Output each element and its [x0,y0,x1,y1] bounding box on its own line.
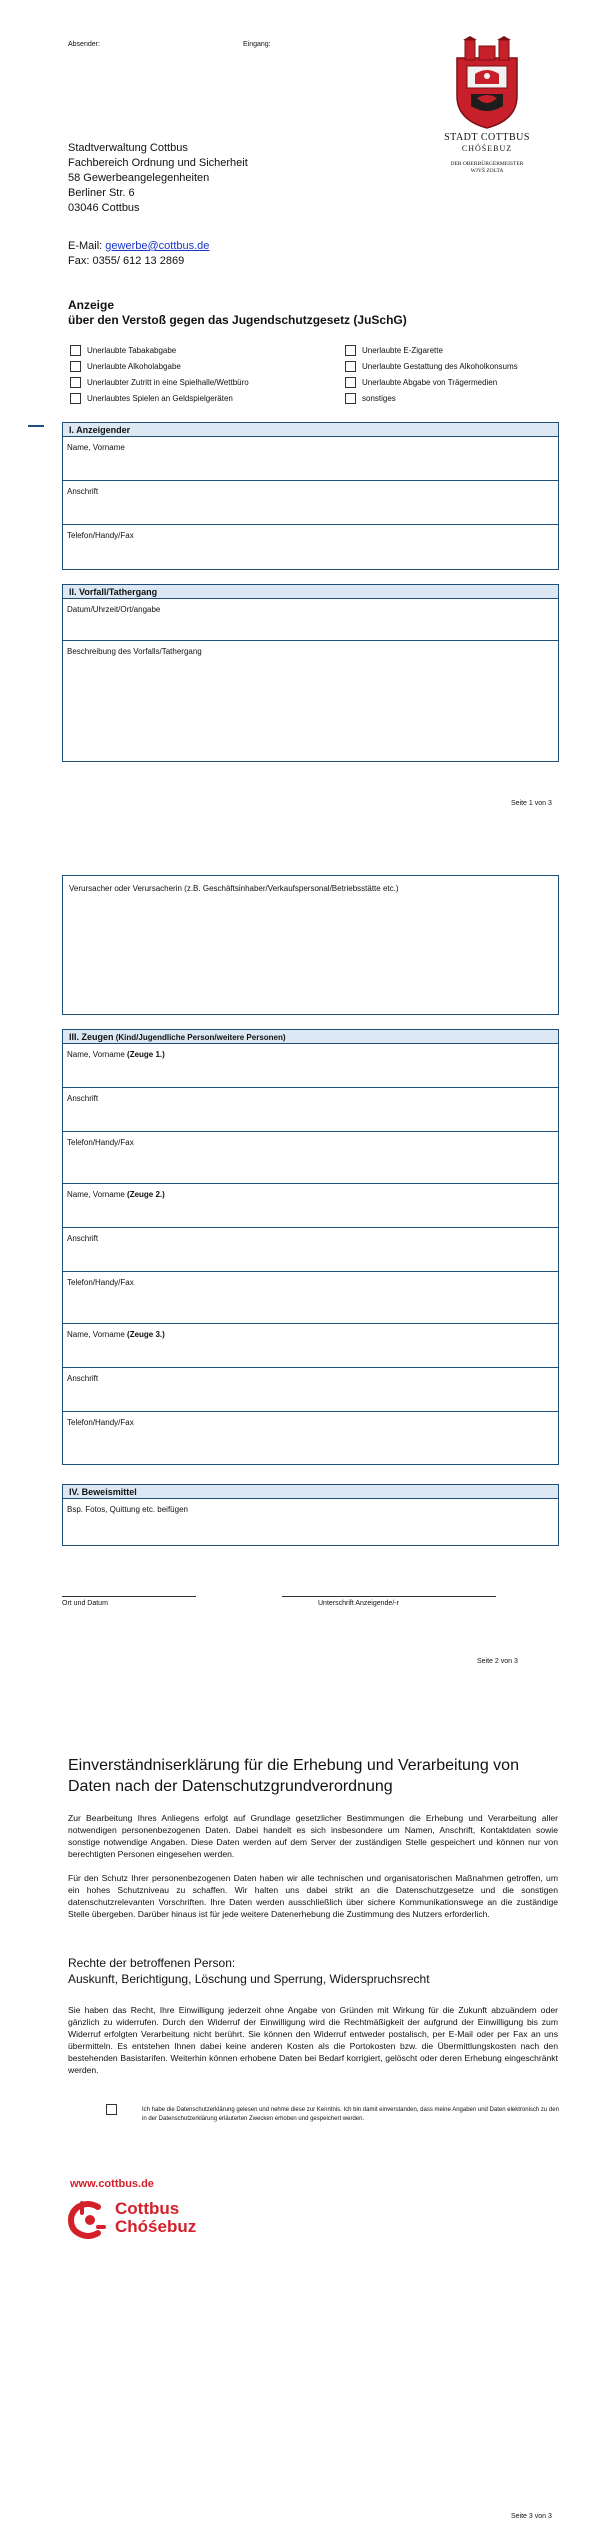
eingang-label: Eingang: [243,41,271,48]
rights-heading-line-1: Rechte der betroffenen Person: [68,1956,236,1970]
datetime-field[interactable]: Datum/Uhrzeit/Ort/angabe [63,599,558,641]
checkbox-label: Unerlaubtes Spielen an Geldspielgeräten [87,393,233,403]
logo-text-line-1: Cottbus [115,2199,180,2218]
section-vorfall [62,584,559,762]
section-verursacher [62,875,559,1015]
rights-heading-line-2: Auskunft, Berichtigung, Löschung und Sperrung, Widerspruchsrecht [68,1972,430,1986]
witness-3-address-field[interactable]: Anschrift [63,1368,558,1412]
witness-tag: (Zeuge 3.) [127,1330,165,1339]
checkbox-row[interactable] [345,374,555,390]
checkbox[interactable] [345,361,356,372]
consent-checkbox[interactable] [106,2104,117,2115]
place-date-label: Ort und Datum [62,1600,108,1607]
section-zeugen [62,1029,559,1465]
checkbox[interactable] [345,345,356,356]
signature-label: Unterschrift Anzeigende/-r [318,1600,399,1607]
logo-text [115,2200,196,2236]
consent-heading: Einverständniserklärung für die Erhebung und Verarbeitung von Daten nach der Datenschutzgrundverordnung [68,1757,519,1795]
checkbox-label: Unerlaubter Zutritt in eine Spielhalle/Wettbüro [87,377,249,387]
recipient-address [68,141,248,216]
verursacher-field[interactable]: Verursacher oder Verursacherin (z.B. Geschäftsinhaber/Verkaufspersonal/Betriebsstätte etc.) [69,884,399,893]
email-label: E-Mail: [68,240,106,252]
checkbox-label: Unerlaubte E-Zigarette [362,345,443,355]
checkbox[interactable] [345,393,356,404]
signature-line-place-date[interactable] [62,1596,196,1597]
checkbox-row[interactable] [345,390,555,406]
witness-2-name-field[interactable] [63,1184,558,1228]
page-number-3: Seite 3 von 3 [511,2513,552,2520]
checkbox-row[interactable] [345,358,555,374]
section-heading: I. Anzeigender [63,423,558,437]
section-heading: IV. Beweismittel [63,1485,558,1499]
field-label: Name, Vorname [67,1190,128,1199]
checkbox-label: Unerlaubte Tabakabgabe [87,345,177,355]
checkbox-row[interactable] [345,342,555,358]
witness-3-name-field[interactable] [63,1324,558,1368]
form-title-line-2: über den Verstoß gegen das Jugendschutzgesetz (JuSchG) [68,313,407,327]
mayor-line-2: WJYŠ ZOLTA [470,168,504,174]
signature-line-signature[interactable] [282,1596,496,1597]
consent-paragraph-1: Zur Bearbeitung Ihres Anliegens erfolgt auf Grundlage gesetzlicher Bestimmungen die Erhebung und Verarbeitung aller notwendigen personenbezogenen Daten. Dabei handelt es sich insbesondere um Namen, Anschrift, Kontaktdaten sowie sonstige notwendige Angaben. Diese Daten werden auf dem Server der zuständigen Stelle gespeichert und können nur von berechtigten Personen eingesehen werden. [68,1813,558,1859]
mayor-line-1: DER OBERBÜRGERMEISTER [450,161,524,167]
witness-1-address-field[interactable]: Anschrift [63,1088,558,1132]
checkbox-label: Unerlaubte Alkoholabgabe [87,361,181,371]
margin-mark [28,425,44,427]
website-link[interactable]: www.cottbus.de [70,2178,154,2190]
recipient-line: Stadtverwaltung Cottbus [68,142,188,154]
address-field[interactable]: Anschrift [63,481,558,525]
witness-tag: (Zeuge 1.) [127,1050,165,1059]
checkbox[interactable] [70,377,81,388]
recipient-line: Berliner Str. 6 [68,187,135,199]
section-anzeigender [62,422,559,570]
checkbox-row[interactable] [70,374,340,390]
absender-label: Absender: [68,41,100,48]
section-heading-sub: (Kind/Jugendliche Person/weitere Personen) [113,1033,286,1042]
field-label: Name, Vorname [67,1050,128,1059]
checkbox-group-left [70,342,340,406]
city-name: STADT COTTBUS [444,132,530,143]
witness-tag: (Zeuge 2.) [127,1190,165,1199]
city-name-sorbian: CHÓŚEBUZ [461,144,513,153]
rights-heading [68,1955,558,1987]
witness-2-address-field[interactable]: Anschrift [63,1228,558,1272]
checkbox[interactable] [70,345,81,356]
checkbox[interactable] [70,361,81,372]
recipient-line: 03046 Cottbus [68,202,140,214]
fax-line: Fax: 0355/ 612 13 2869 [68,255,185,267]
witness-3-phone-field[interactable]: Telefon/Handy/Fax [67,1418,134,1427]
checkbox[interactable] [345,377,356,388]
checkbox-row[interactable] [70,390,340,406]
checkbox-row[interactable] [70,342,340,358]
section-heading: II. Vorfall/Tathergang [63,585,558,599]
form-title-line-1: Anzeige [68,298,115,312]
checkbox-label: Unerlaubte Abgabe von Trägermedien [362,377,498,387]
section-heading [63,1030,558,1044]
description-field[interactable]: Beschreibung des Vorfalls/Tathergang [67,647,202,656]
consent-checkbox-label: Ich habe die Datenschutzerklärung gelesen und nehme diese zur Kenntnis. Ich bin damit einverstanden, dass meine Angaben und Daten elektronisch zu den in der Datenschutzerklärung erläuterten Zwecken erhoben und gespeichert werden. [142,2107,559,2122]
witness-1-name-field[interactable] [63,1044,558,1088]
cottbus-logo-icon [68,2199,108,2239]
checkbox-label: Unerlaubte Gestattung des Alkoholkonsums [362,361,518,371]
section-heading-main: III. Zeugen [69,1032,114,1042]
field-label: Name, Vorname [67,1330,128,1339]
page-number-1: Seite 1 von 3 [511,800,552,807]
form-title [68,298,407,328]
coat-of-arms-icon [451,36,523,130]
checkbox-label: sonstiges [362,393,396,403]
evidence-field[interactable]: Bsp. Fotos, Quittung etc. beifügen [67,1505,188,1514]
checkbox-row[interactable] [70,358,340,374]
section-beweismittel [62,1484,559,1546]
page-number-2: Seite 2 von 3 [477,1658,518,1665]
consent-paragraph-2: Für den Schutz Ihrer personenbezogenen Daten haben wir alle technischen und organisatorischen Maßnahmen getroffen, um ein hohes Schutzniveau zu schaffen. Wir halten uns dabei strikt an die Datenschutzgesetze und die sonstigen datenschutzrelevanten Vorschriften. Ihre Daten werden ausschließlich über sichere Kommunikationswege an die zuständige Stelle übergeben. Darüber hinaus ist für jede weitere Datenerhebung die Zustimmung des Nutzers erforderlich. [68,1873,558,1919]
logo-text-line-2: Chóśebuz [115,2217,197,2236]
consent-paragraph-3: Sie haben das Recht, Ihre Einwilligung jederzeit ohne Angabe von Gründen mit Wirkung für die Zukunft abzuändern oder gänzlich zu widerrufen. Durch den Widerruf der Einwilligung wird die Rechtmäßigkeit der aufgrund der Einwilligung bis zum Widerruf erfolgten Verarbeitung nicht berührt. Sie können den Widerruf entweder postalisch, per E-Mail oder per Fax an uns übermitteln. Es entstehen Ihnen dabei keine anderen Kosten als die Portokosten bzw. die Übermittlungskosten nach den bestehenden Basistarifen. Weiterhin können erhobene Daten bei Bedarf korrigiert, gelöscht oder deren Erhebung eingeschränkt werden. [68,2005,558,2075]
recipient-line: 58 Gewerbeangelegenheiten [68,172,210,184]
name-field[interactable]: Name, Vorname [63,437,558,481]
email-link[interactable]: gewerbe@cottbus.de [105,240,210,252]
witness-1-phone-field[interactable]: Telefon/Handy/Fax [63,1132,558,1184]
checkbox[interactable] [70,393,81,404]
recipient-line: Fachbereich Ordnung und Sicherheit [68,157,248,169]
checkbox-group-right [345,342,555,406]
witness-2-phone-field[interactable]: Telefon/Handy/Fax [63,1272,558,1324]
recipient-contact [68,239,209,269]
phone-field[interactable]: Telefon/Handy/Fax [67,531,134,540]
